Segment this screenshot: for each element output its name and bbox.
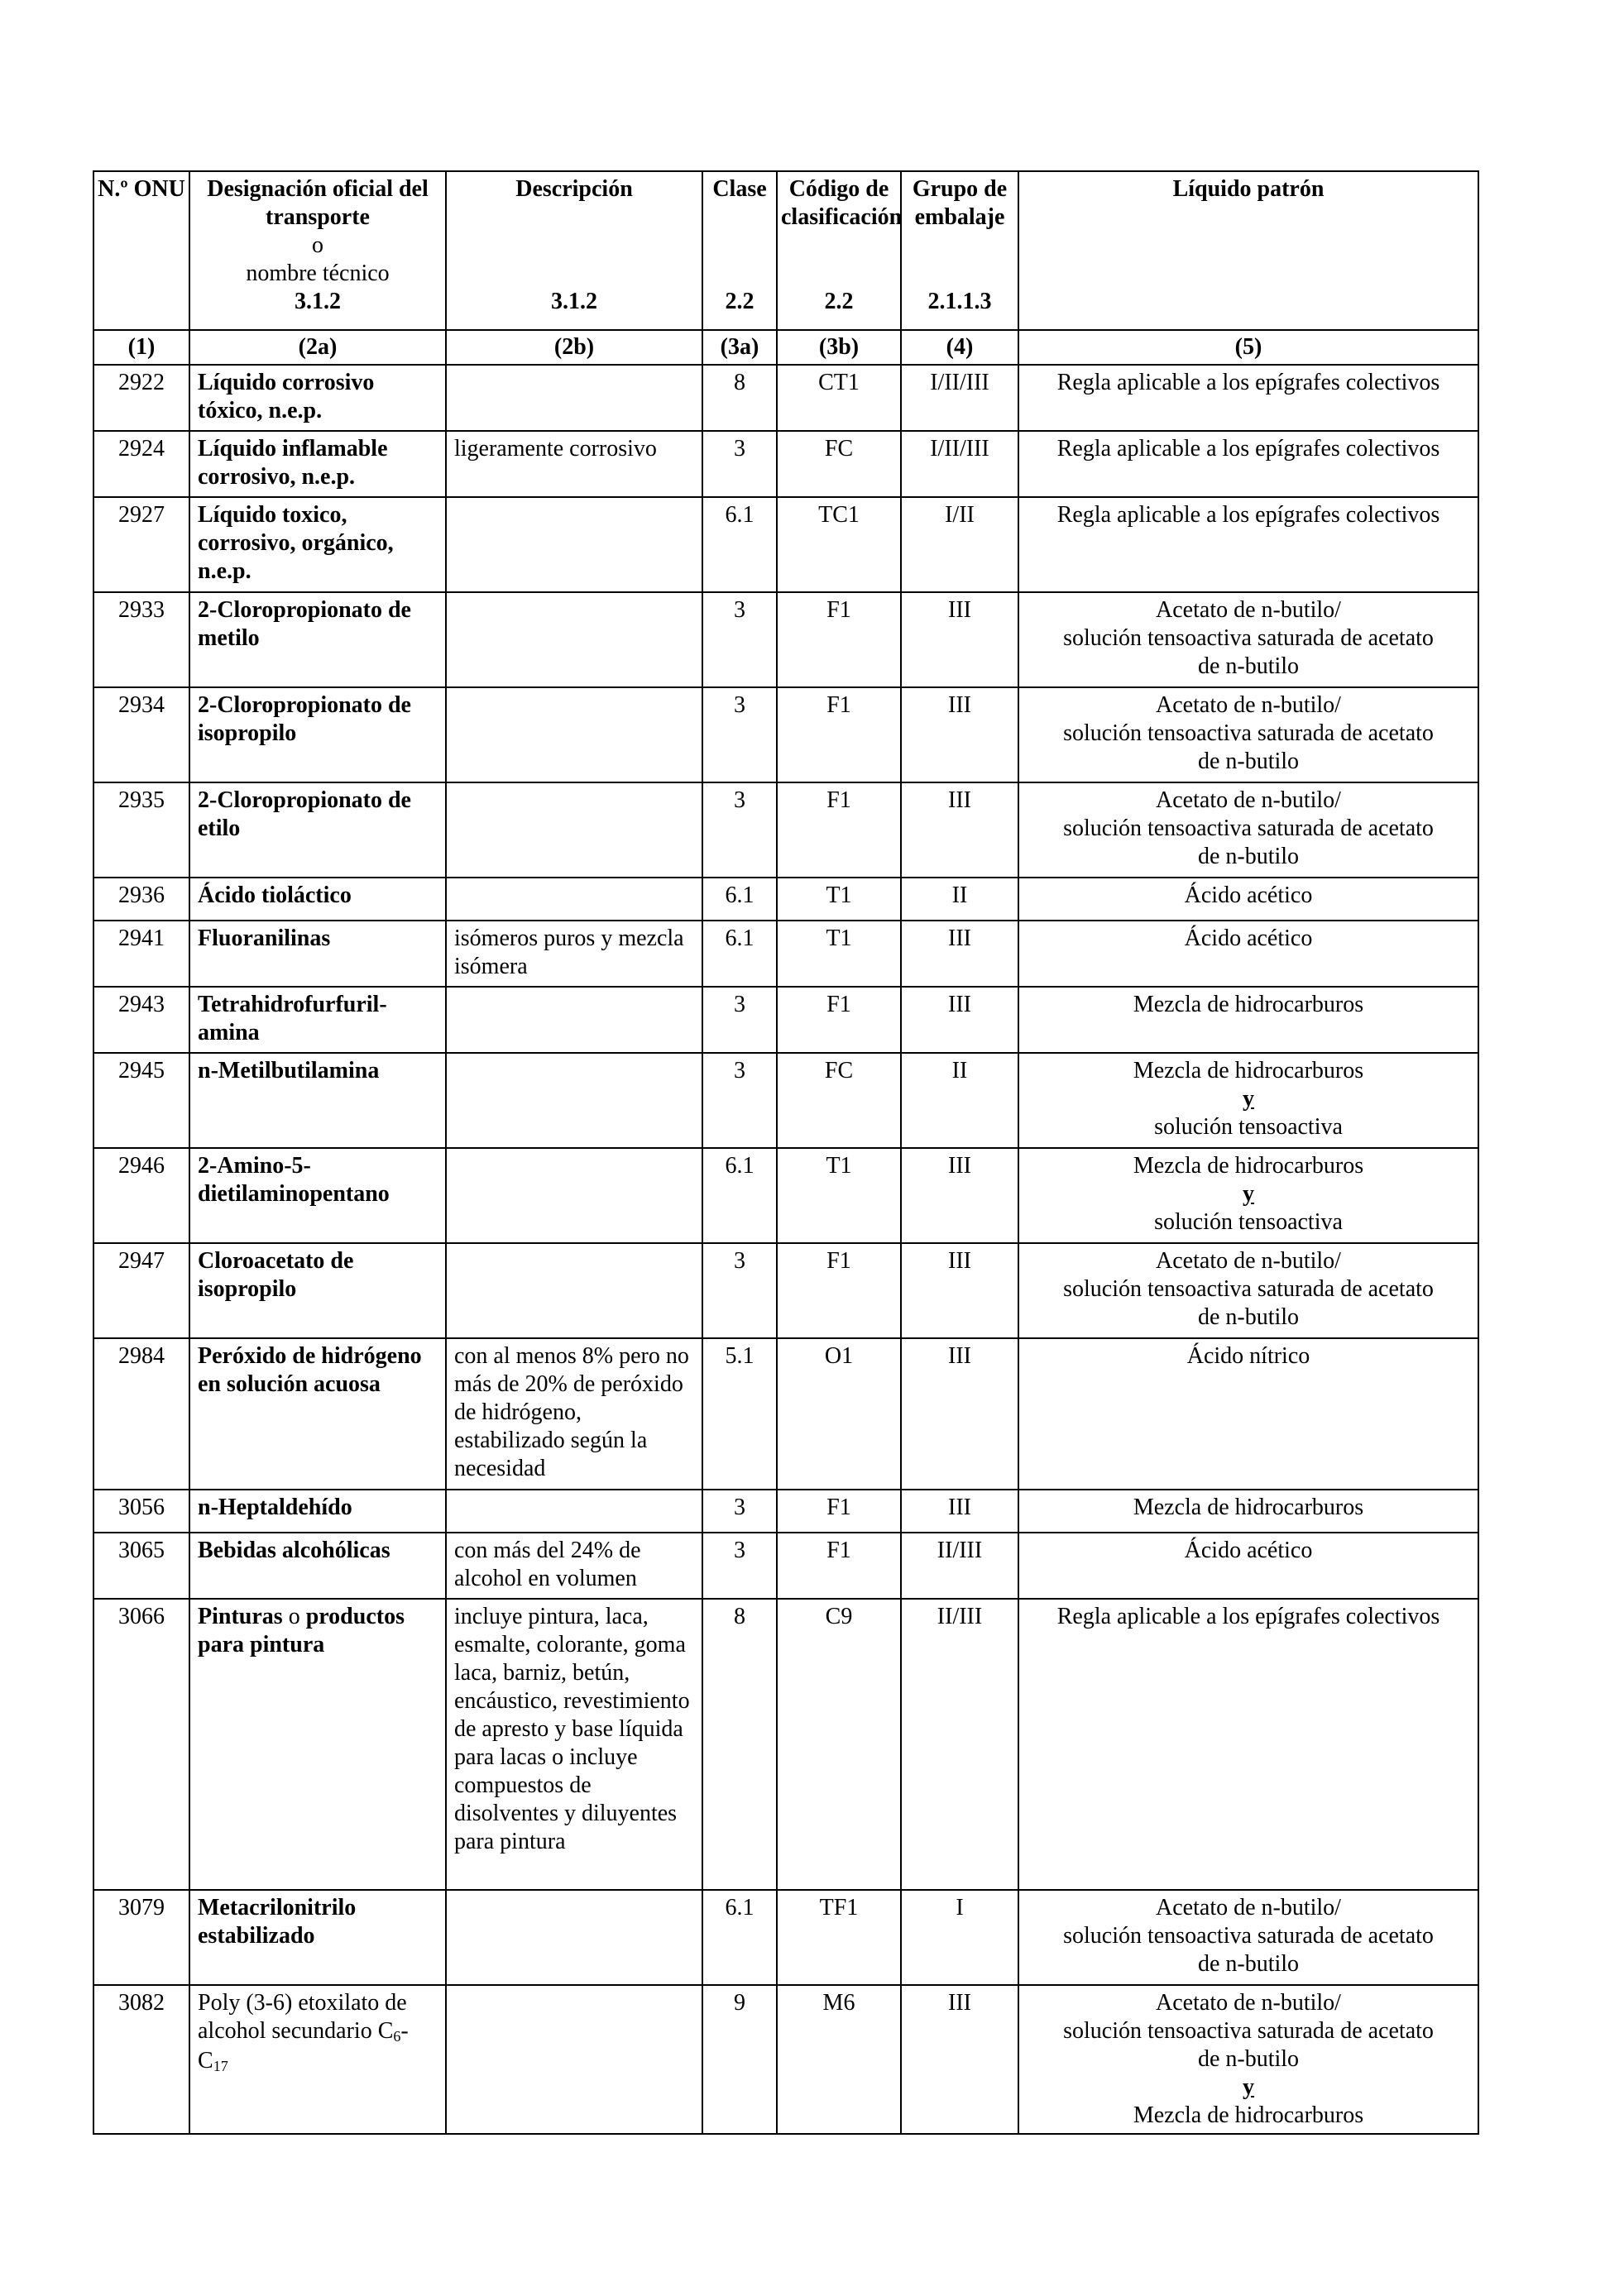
classification-code-cell: TF1 xyxy=(777,1890,901,1985)
description-cell xyxy=(446,782,702,878)
un-number-cell: 2935 xyxy=(93,782,189,878)
un-number-cell: 2933 xyxy=(93,592,189,687)
table-row xyxy=(93,1890,1478,1985)
table-row xyxy=(93,431,1478,497)
description-cell: con al menos 8% pero no más de 20% de peróxido de hidrógeno, estabilizado según la necesidad xyxy=(446,1338,702,1490)
official-name-cell: Peróxido de hidrógeno en solución acuosa xyxy=(189,1338,446,1490)
official-name-cell: Bebidas alcohólicas xyxy=(189,1533,446,1599)
table-row xyxy=(93,592,1478,687)
table-body xyxy=(93,365,1478,2134)
standard-liquid-cell: Ácido nítrico xyxy=(1018,1338,1478,1490)
description-cell: incluye pintura, laca, esmalte, colorante, goma laca, barniz, betún, encáustico, revestimiento de apresto y base líquida para lacas o incluye compuestos de disolventes y diluyentes para pintura xyxy=(446,1599,702,1890)
un-number-cell: 2936 xyxy=(93,878,189,921)
packing-group-cell: II xyxy=(901,1053,1018,1148)
classification-code-cell: F1 xyxy=(777,1243,901,1338)
un-number-cell: 2934 xyxy=(93,687,189,782)
table-row xyxy=(93,987,1478,1053)
description-cell: ligeramente corrosivo xyxy=(446,431,702,497)
description-cell: isómeros puros y mezcla isómera xyxy=(446,921,702,987)
description-cell xyxy=(446,1890,702,1985)
un-number-cell: 3082 xyxy=(93,1985,189,2134)
packing-group-cell: II/III xyxy=(901,1599,1018,1890)
classification-code-cell: T1 xyxy=(777,921,901,987)
classification-code-cell: F1 xyxy=(777,987,901,1053)
packing-group-cell: III xyxy=(901,987,1018,1053)
official-name-cell: Pinturas o productos para pintura xyxy=(189,1599,446,1890)
packing-group-cell: III xyxy=(901,1338,1018,1490)
column-number: (4) xyxy=(901,330,1018,365)
standard-liquid-cell: Ácido acético xyxy=(1018,921,1478,987)
official-name-cell: Cloroacetato de isopropilo xyxy=(189,1243,446,1338)
standard-liquid-cell: Acetato de n-butilo/ solución tensoactiva saturada de acetato de n-butilo y Mezcla de hidrocarburos xyxy=(1018,1985,1478,2134)
table-row xyxy=(93,687,1478,782)
column-number: (2b) xyxy=(446,330,702,365)
classification-code-cell: F1 xyxy=(777,1533,901,1599)
header-row xyxy=(93,171,1478,330)
official-name-cell: 2-Cloropropionato de isopropilo xyxy=(189,687,446,782)
column-number: (2a) xyxy=(189,330,446,365)
class-cell: 3 xyxy=(702,1490,777,1533)
packing-group-cell: III xyxy=(901,921,1018,987)
un-number-cell: 3066 xyxy=(93,1599,189,1890)
classification-code-cell: FC xyxy=(777,1053,901,1148)
class-cell: 6.1 xyxy=(702,497,777,592)
class-cell: 6.1 xyxy=(702,1148,777,1243)
packing-group-cell: III xyxy=(901,592,1018,687)
table-row xyxy=(93,1053,1478,1148)
standard-liquid-cell: Regla aplicable a los epígrafes colectivos xyxy=(1018,497,1478,592)
table-row xyxy=(93,497,1478,592)
header-description: Descripción 3.1.2 xyxy=(446,171,702,330)
header-classification-code: Código de clasificación 2.2 xyxy=(777,171,901,330)
un-number-cell: 2943 xyxy=(93,987,189,1053)
class-cell: 9 xyxy=(702,1985,777,2134)
classification-code-cell: TC1 xyxy=(777,497,901,592)
packing-group-cell: II xyxy=(901,878,1018,921)
header-packing-group: Grupo de embalaje 2.1.1.3 xyxy=(901,171,1018,330)
un-number-cell: 2924 xyxy=(93,431,189,497)
header-class: Clase 2.2 xyxy=(702,171,777,330)
standard-liquid-cell: Regla aplicable a los epígrafes colectivos xyxy=(1018,431,1478,497)
class-cell: 6.1 xyxy=(702,878,777,921)
description-cell xyxy=(446,1985,702,2134)
standard-liquid-cell: Regla aplicable a los epígrafes colectivos xyxy=(1018,1599,1478,1890)
classification-code-cell: F1 xyxy=(777,687,901,782)
standard-liquid-cell: Acetato de n-butilo/ solución tensoactiva saturada de acetato de n-butilo xyxy=(1018,687,1478,782)
official-name-cell: Líquido corrosivo tóxico, n.e.p. xyxy=(189,365,446,431)
column-number: (1) xyxy=(93,330,189,365)
class-cell: 3 xyxy=(702,987,777,1053)
class-cell: 6.1 xyxy=(702,1890,777,1985)
packing-group-cell: III xyxy=(901,782,1018,878)
column-number: (5) xyxy=(1018,330,1478,365)
un-number-cell: 3079 xyxy=(93,1890,189,1985)
description-cell xyxy=(446,497,702,592)
table-row xyxy=(93,1243,1478,1338)
table-row xyxy=(93,878,1478,921)
un-number-cell: 2984 xyxy=(93,1338,189,1490)
header-standard-liquid: Líquido patrón xyxy=(1018,171,1478,330)
classification-code-cell: C9 xyxy=(777,1599,901,1890)
classification-code-cell: T1 xyxy=(777,878,901,921)
standard-liquid-cell: Acetato de n-butilo/ solución tensoactiva saturada de acetato de n-butilo xyxy=(1018,1243,1478,1338)
un-number-cell: 2945 xyxy=(93,1053,189,1148)
column-number: (3a) xyxy=(702,330,777,365)
table-row xyxy=(93,365,1478,431)
description-cell xyxy=(446,1490,702,1533)
standard-liquid-cell: Acetato de n-butilo/ solución tensoactiva saturada de acetato de n-butilo xyxy=(1018,1890,1478,1985)
description-cell xyxy=(446,1243,702,1338)
packing-group-cell: III xyxy=(901,1490,1018,1533)
table-row xyxy=(93,1490,1478,1533)
official-name-cell: Metacrilonitrilo estabilizado xyxy=(189,1890,446,1985)
classification-code-cell: CT1 xyxy=(777,365,901,431)
classification-code-cell: M6 xyxy=(777,1985,901,2134)
table-row xyxy=(93,921,1478,987)
packing-group-cell: I/II/III xyxy=(901,365,1018,431)
description-cell xyxy=(446,687,702,782)
standard-liquid-cell: Ácido acético xyxy=(1018,1533,1478,1599)
table-row xyxy=(93,1533,1478,1599)
official-name-cell: Tetrahidrofurfuril-amina xyxy=(189,987,446,1053)
packing-group-cell: III xyxy=(901,1148,1018,1243)
description-cell xyxy=(446,592,702,687)
class-cell: 8 xyxy=(702,365,777,431)
un-number-cell: 2947 xyxy=(93,1243,189,1338)
classification-code-cell: F1 xyxy=(777,782,901,878)
un-number-cell: 3056 xyxy=(93,1490,189,1533)
class-cell: 3 xyxy=(702,687,777,782)
standard-liquid-cell: Ácido acético xyxy=(1018,878,1478,921)
table-row xyxy=(93,1985,1478,2134)
official-name-cell: Fluoranilinas xyxy=(189,921,446,987)
class-cell: 3 xyxy=(702,1243,777,1338)
un-number-cell: 2922 xyxy=(93,365,189,431)
official-name-cell: 2-Amino-5-dietilaminopentano xyxy=(189,1148,446,1243)
packing-group-cell: III xyxy=(901,687,1018,782)
packing-group-cell: I xyxy=(901,1890,1018,1985)
description-cell: con más del 24% de alcohol en volumen xyxy=(446,1533,702,1599)
official-name-cell: 2-Cloropropionato de etilo xyxy=(189,782,446,878)
header-official-name: Designación oficial del transporte o nombre técnico 3.1.2 xyxy=(189,171,446,330)
standard-liquid-cell: Mezcla de hidrocarburos xyxy=(1018,987,1478,1053)
table-row xyxy=(93,782,1478,878)
official-name-cell: 2-Cloropropionato de metilo xyxy=(189,592,446,687)
official-name-cell: n-Metilbutilamina xyxy=(189,1053,446,1148)
packing-group-cell: II/III xyxy=(901,1533,1018,1599)
packing-group-cell: III xyxy=(901,1243,1018,1338)
class-cell: 3 xyxy=(702,431,777,497)
packing-group-cell: I/II xyxy=(901,497,1018,592)
standard-liquid-cell: Mezcla de hidrocarburos y solución tensoactiva xyxy=(1018,1053,1478,1148)
description-cell xyxy=(446,1148,702,1243)
official-name-cell: n-Heptaldehído xyxy=(189,1490,446,1533)
standard-liquid-cell: Mezcla de hidrocarburos y solución tensoactiva xyxy=(1018,1148,1478,1243)
standard-liquid-cell: Acetato de n-butilo/ solución tensoactiva saturada de acetato de n-butilo xyxy=(1018,782,1478,878)
class-cell: 3 xyxy=(702,592,777,687)
official-name-cell: Poly (3-6) etoxilato de alcohol secundario $C_6-C_{17}$ xyxy=(189,1985,446,2134)
class-cell: 8 xyxy=(702,1599,777,1890)
packing-group-cell: III xyxy=(901,1985,1018,2134)
class-cell: 6.1 xyxy=(702,921,777,987)
table-row xyxy=(93,1338,1478,1490)
un-number-cell: 2946 xyxy=(93,1148,189,1243)
classification-code-cell: O1 xyxy=(777,1338,901,1490)
classification-code-cell: T1 xyxy=(777,1148,901,1243)
class-cell: 3 xyxy=(702,782,777,878)
class-cell: 3 xyxy=(702,1053,777,1148)
packing-group-cell: I/II/III xyxy=(901,431,1018,497)
standard-liquid-cell: Regla aplicable a los epígrafes colectivos xyxy=(1018,365,1478,431)
official-name-cell: Ácido tioláctico xyxy=(189,878,446,921)
table-row xyxy=(93,1148,1478,1243)
description-cell xyxy=(446,987,702,1053)
official-name-cell: Líquido toxico, corrosivo, orgánico, n.e.p. xyxy=(189,497,446,592)
description-cell xyxy=(446,365,702,431)
column-numbers-row xyxy=(93,330,1478,365)
un-number-cell: 2927 xyxy=(93,497,189,592)
column-number: (3b) xyxy=(777,330,901,365)
substances-table xyxy=(93,170,1479,2135)
classification-code-cell: F1 xyxy=(777,592,901,687)
standard-liquid-cell: Acetato de n-butilo/ solución tensoactiva saturada de acetato de n-butilo xyxy=(1018,592,1478,687)
standard-liquid-cell: Mezcla de hidrocarburos xyxy=(1018,1490,1478,1533)
un-number-cell: 3065 xyxy=(93,1533,189,1599)
class-cell: 5.1 xyxy=(702,1338,777,1490)
class-cell: 3 xyxy=(702,1533,777,1599)
description-cell xyxy=(446,1053,702,1148)
header-un-number: N.º ONU xyxy=(93,171,189,330)
description-cell xyxy=(446,878,702,921)
un-number-cell: 2941 xyxy=(93,921,189,987)
classification-code-cell: F1 xyxy=(777,1490,901,1533)
classification-code-cell: FC xyxy=(777,431,901,497)
official-name-cell: Líquido inflamable corrosivo, n.e.p. xyxy=(189,431,446,497)
table-row xyxy=(93,1599,1478,1890)
